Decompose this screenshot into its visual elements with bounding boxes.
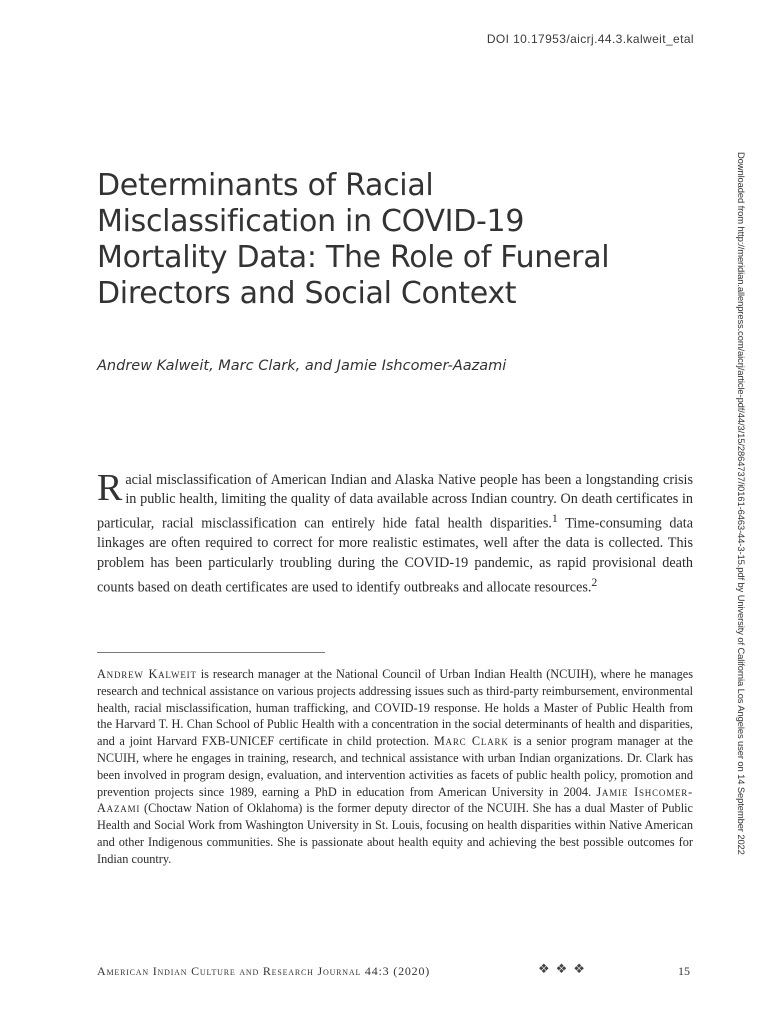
article-title <box>97 168 677 312</box>
abstract-text-continued: Time-consuming data linkages are often required to correct for more realistic estimates, well after the data is collected. This problem has been particularly troubling during the COVID-19 pandemic, as rapid provisional death counts based on death certificates are used to identify outbreaks and allocate resources. <box>97 516 693 596</box>
author-bio <box>97 666 693 868</box>
doi-label: DOI 10.17953/aicrj.44.3.kalweit_etal <box>486 32 694 46</box>
title-line: Mortality Data: The Role of Funeral <box>97 240 610 275</box>
bio-text: (Choctaw Nation of Oklahoma) is the former deputy director of the NCUIH. She has a dual Master of Public Health and Social Work from Washington University in St. Louis, focusing on health disparities within Native American and other Indigenous communities. She is passionate about health equity and achieving the best possible outcomes for Indian country. <box>97 801 693 866</box>
footnote-ref[interactable]: 2 <box>591 574 598 589</box>
title-line: Directors and Social Context <box>97 276 517 311</box>
title-line: Determinants of Racial <box>97 168 434 203</box>
ornament-icon: ❖❖❖ <box>538 962 591 977</box>
bio-text: is research manager at the National Council of Urban Indian Health (NCUIH), where he manages research and technical assistance on various projects addressing issues such as third-party reimbursement, environmental health, racial misclassification, human trafficking, and COVID-19 response. He holds a Master of Public Health from the Harvard T. H. Chan School of Public Health with a concentration in the social determinants of health and disparities, and a joint Harvard FXB-UNICEF certificate in child protection. <box>97 667 693 749</box>
section-divider <box>97 652 325 653</box>
bio-author-name: Andrew Kalweit <box>97 667 197 681</box>
abstract-paragraph <box>97 467 693 598</box>
footnote-ref[interactable]: 1 <box>551 511 558 526</box>
bio-text: is a senior program manager at the NCUIH, where he engages in training, research, and technical assistance with urban Indian organizations. Dr. Clark has been involved in program design, evaluation, and intervention activities as facets of public health policy, promotion and prevention projects since 1989, earning a PhD in education from American University in 2004. <box>97 734 693 799</box>
bio-author-name: Jamie Ishcomer-Aazami <box>97 784 694 816</box>
title-line: Misclassification in COVID-19 <box>97 204 525 239</box>
abstract-text: acial misclassification of American Indian and Alaska Native people has been a longstanding crisis in public health, limiting the quality of data available across Indian country. On death certificates in particular, racial misclassification can entirely hide fatal health disparities. <box>97 472 693 533</box>
journal-footer: American Indian Culture and Research Journal 44:3 (2020) <box>97 964 431 978</box>
drop-cap: R <box>97 467 123 509</box>
bio-author-name: Marc Clark <box>433 734 509 749</box>
page-number: 15 <box>678 964 690 978</box>
author-list: Andrew Kalweit, Marc Clark, and Jamie Ishcomer-Aazami <box>97 358 507 374</box>
download-watermark: Downloaded from http://meridian.allenpress.com/aicrj/article-pdf/44/3/15/2864737/i0161-6463-44-3-15.pdf by University of California Los Angeles user on 14 September 2022 <box>736 152 747 855</box>
